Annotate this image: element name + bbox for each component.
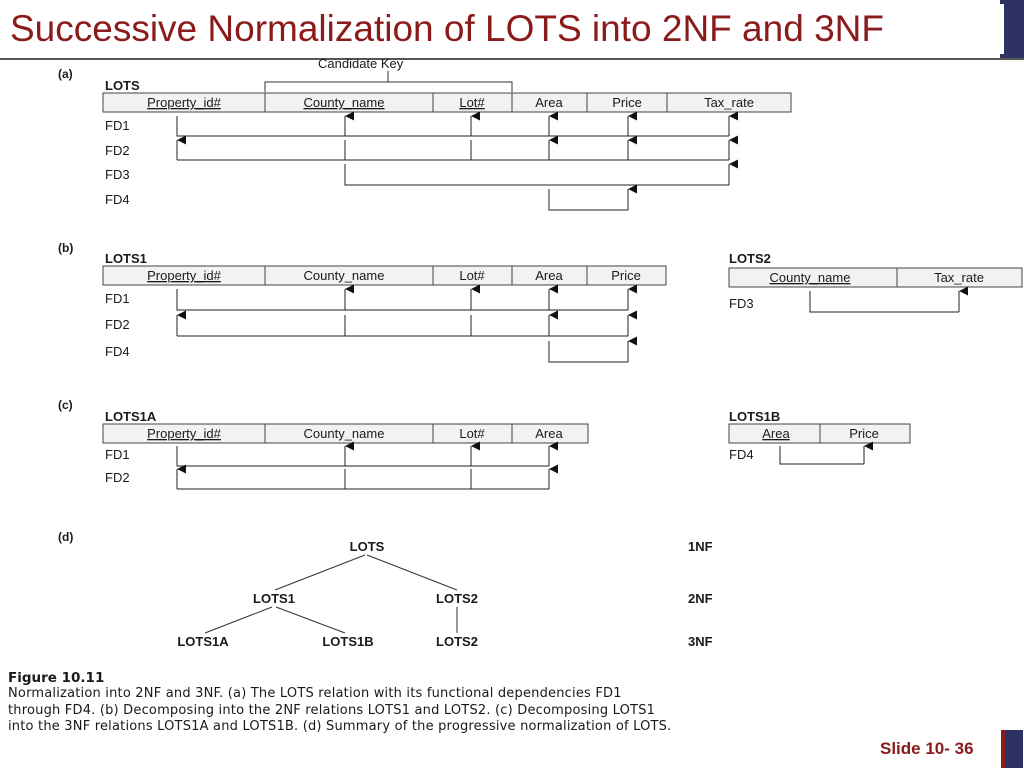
lots2-fd3-dependency bbox=[810, 291, 959, 312]
lots-attribute-row bbox=[103, 93, 791, 112]
fd2-dependency bbox=[177, 140, 729, 160]
lots1-attr-area: Area bbox=[535, 268, 563, 283]
form-label-3nf: 3NF bbox=[688, 634, 713, 649]
lots1b-attr-price: Price bbox=[849, 426, 879, 441]
lots1-fd2-label: FD2 bbox=[105, 317, 130, 332]
part-a-label: (a) bbox=[58, 67, 73, 81]
fd3-dependency bbox=[345, 164, 729, 185]
lots1a-fd1-dependency bbox=[177, 446, 549, 466]
form-label-2nf: 2NF bbox=[688, 591, 713, 606]
lots1-fd2-dependency bbox=[177, 315, 628, 336]
lots1a-fd1-label: FD1 bbox=[105, 447, 130, 462]
tree-node-lots2: LOTS2 bbox=[436, 591, 478, 606]
attr-tax-rate: Tax_rate bbox=[704, 95, 754, 110]
lots1-attribute-row bbox=[103, 266, 666, 285]
tree-edge bbox=[205, 607, 272, 633]
lots-relation-name: LOTS bbox=[105, 78, 140, 93]
tree-node-lots: LOTS bbox=[349, 539, 385, 554]
tree-node-lots2-3nf: LOTS2 bbox=[436, 634, 478, 649]
attr-area: Area bbox=[535, 95, 563, 110]
lots1b-relation-name: LOTS1B bbox=[729, 409, 781, 424]
fd1-dependency bbox=[177, 116, 729, 136]
lots1a-fd2-label: FD2 bbox=[105, 470, 130, 485]
lots1-attr-county-name: County_name bbox=[303, 268, 385, 283]
lots1a-attr-county-name: County_name bbox=[303, 426, 385, 441]
lots1-relation-name: LOTS1 bbox=[105, 251, 147, 266]
candidate-key-bracket bbox=[265, 82, 512, 92]
normalization-tree bbox=[205, 555, 457, 633]
fd2-label: FD2 bbox=[105, 143, 130, 158]
attr-property-id: Property_id# bbox=[147, 95, 221, 110]
slide-title: Successive Normalization of LOTS into 2NF and 3NF bbox=[10, 8, 884, 49]
part-c-label: (c) bbox=[58, 398, 73, 412]
tree-edge bbox=[276, 607, 345, 633]
caption-line: into the 3NF relations LOTS1A and LOTS1B. (d) Summary of the progressive normalization of LOTS. bbox=[8, 719, 672, 734]
caption-line: through FD4. (b) Decomposing into the 2NF relations LOTS1 and LOTS2. (c) Decomposing LOTS1 bbox=[8, 702, 656, 718]
lots1-fd4-label: FD4 bbox=[105, 344, 130, 359]
lots1b-fd4-label: FD4 bbox=[729, 447, 754, 462]
tree-edge bbox=[275, 555, 365, 590]
lots1a-attr-lot: Lot# bbox=[459, 426, 485, 441]
attr-lot: Lot# bbox=[459, 95, 485, 110]
lots1-attr-lot: Lot# bbox=[459, 268, 485, 283]
fd3-label: FD3 bbox=[105, 167, 130, 182]
tree-edge bbox=[367, 555, 457, 590]
lots1b-attr-area: Area bbox=[762, 426, 790, 441]
part-d-label: (d) bbox=[58, 530, 74, 544]
attr-price: Price bbox=[612, 95, 642, 110]
lots1a-attr-area: Area bbox=[535, 426, 563, 441]
lots1a-attr-property-id: Property_id# bbox=[147, 426, 221, 441]
lots2-attr-tax-rate: Tax_rate bbox=[934, 270, 984, 285]
lots1-fd4-dependency bbox=[549, 341, 628, 362]
candidate-key-label: Candidate Key bbox=[318, 56, 404, 71]
lots1b-attribute-row bbox=[729, 424, 910, 443]
fd1-label: FD1 bbox=[105, 118, 130, 133]
form-label-1nf: 1NF bbox=[688, 539, 713, 554]
tree-node-lots1a: LOTS1A bbox=[177, 634, 229, 649]
lots2-relation-name: LOTS2 bbox=[729, 251, 771, 266]
lots2-attr-county-name: County_name bbox=[769, 270, 851, 285]
lots1-attr-property-id: Property_id# bbox=[147, 268, 221, 283]
lots1-fd1-dependency bbox=[177, 289, 628, 310]
tree-node-lots1b: LOTS1B bbox=[322, 634, 374, 649]
attr-county-name: County_name bbox=[303, 95, 385, 110]
lots1-fd1-label: FD1 bbox=[105, 291, 130, 306]
figure-caption bbox=[8, 670, 968, 736]
part-b-label: (b) bbox=[58, 241, 74, 255]
lots1-attr-price: Price bbox=[611, 268, 641, 283]
lots1b-fd4-dependency bbox=[780, 446, 864, 464]
caption-heading: Figure 10.11 bbox=[8, 670, 105, 686]
lots1a-attribute-row bbox=[103, 424, 588, 443]
corner-accent-bottom bbox=[1001, 730, 1023, 768]
caption-line: Normalization into 2NF and 3NF. (a) The LOTS relation with its functional dependencies FD1 bbox=[8, 686, 622, 701]
lots1a-fd2-dependency bbox=[177, 469, 549, 489]
lots1a-relation-name: LOTS1A bbox=[105, 409, 157, 424]
lots2-fd3-label: FD3 bbox=[729, 296, 754, 311]
tree-node-lots1: LOTS1 bbox=[253, 591, 295, 606]
slide-number: Slide 10- 36 bbox=[880, 739, 974, 758]
fd4-dependency bbox=[549, 189, 628, 210]
lots2-attribute-row bbox=[729, 268, 1022, 287]
fd4-label: FD4 bbox=[105, 192, 130, 207]
